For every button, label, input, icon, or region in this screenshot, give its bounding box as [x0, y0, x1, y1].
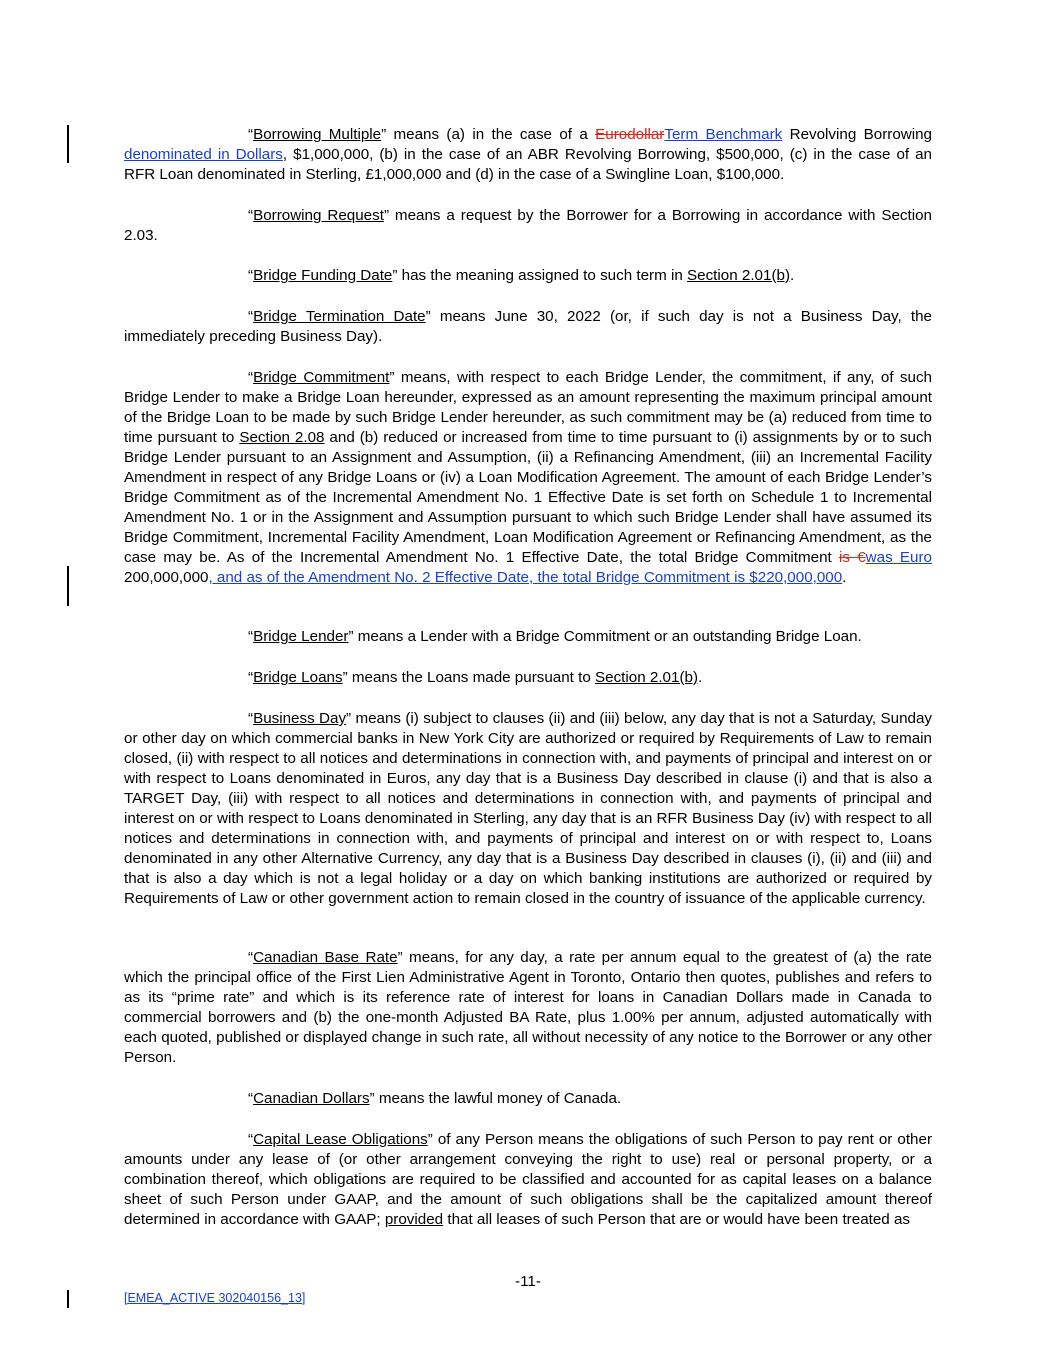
body-text: “	[248, 1090, 254, 1107]
body-text: ” means a request by the Borrower for a Borrowing in accordance with Section 2.03.	[124, 207, 932, 244]
body-text: and (b) reduced or increased from time to time pursuant to (i) assignments by or to such Bridge Lender pursuant to an Assignment and Assumption, (ii) a Refinancing Amendment, (iii) an Incremental Facility Amendment in respect of any Bridge Loans or (iv) a Loan Modification Agreement. The amount of each Bridge Lender’s Bridge Commitment as of the Incremental Amendment No. 1 Effective Date is set forth on Schedule 1 to Incremental Amendment No. 1 or in the Assignment and Assumption pursuant to which such Bridge Lender shall have assumed its Bridge Commitment, Incremental Facility Amendment, Loan Modification Agreement or Refinancing Amendment, as the case may be. As of the Incremental Amendment No. 1 Effective Date, the total Bridge Commitment	[124, 429, 933, 566]
inserted-text: Term Benchmark	[664, 126, 783, 143]
body-text: .	[842, 569, 847, 586]
defined-term: Section 2.01(b)	[687, 267, 791, 284]
body-text: , $1,000,000, (b) in the case of an ABR Revolving Borrowing, $500,000, (c) in the case of an RFR Loan denominated in Sterling, £1,000,000 and (d) in the case of a Swingline Loan, $100,000.	[124, 146, 932, 183]
definition-capital-lease-obligations	[124, 1130, 932, 1230]
change-bar	[67, 125, 69, 163]
inserted-text: denominated in Dollars	[124, 146, 283, 163]
definition-bridge-termination-date	[124, 307, 932, 347]
definition-bridge-commitment	[124, 368, 932, 588]
definition-bridge-loans	[124, 668, 932, 688]
definition-bridge-lender	[124, 627, 932, 647]
body-text: “	[248, 267, 254, 284]
body-text: .	[790, 267, 795, 284]
body-text: ” means the lawful money of Canada.	[369, 1090, 622, 1107]
defined-term: Canadian Dollars	[253, 1090, 370, 1107]
defined-term: Bridge Commitment	[253, 369, 390, 386]
definition-canadian-base-rate	[124, 948, 932, 1068]
defined-term: Borrowing Multiple	[253, 126, 382, 143]
deleted-text: Eurodollar	[595, 126, 665, 143]
defined-term: Canadian Base Rate	[253, 949, 398, 966]
defined-term: Bridge Loans	[253, 669, 343, 686]
body-text: “	[248, 628, 254, 645]
defined-term: Capital Lease Obligations	[253, 1131, 428, 1148]
defined-term: Section 2.08	[239, 429, 325, 446]
defined-term: Business Day	[253, 710, 347, 727]
body-text: “	[248, 710, 254, 727]
body-text: ” of any Person means the obligations of such Person to pay rent or other amounts under any lease of (or other arrangement conveying the right to use) real or personal property, or a combination thereof, which obligations are required to be classified and accounted for as capital leases on a balance sheet of such Person under GAAP, and the amount of such obligations shall be the capitalized amount thereof determined in accordance with GAAP;	[124, 1131, 933, 1228]
body-text: ” means (a) in the case of a	[381, 126, 596, 143]
definition-borrowing-multiple	[124, 125, 932, 185]
body-text: ” means, for any day, a rate per annum equal to the greatest of (a) the rate which the principal office of the First Lien Administrative Agent in Toronto, Ontario then quotes, publishes and refers to as its “prime rate” and which is its reference rate of interest for loans in Canadian Dollars made in Canada to commercial borrowers and (b) the one-month Adjusted BA Rate, plus 1.00% per annum, adjusted automatically with each quoted, published or displayed change in such rate, all without necessity of any notice to the Borrower or any other Person.	[124, 949, 932, 1066]
body-text: ” has the meaning assigned to such term in	[392, 267, 688, 284]
definition-bridge-funding-date	[124, 266, 932, 286]
body-text: ” means a Lender with a Bridge Commitment or an outstanding Bridge Loan.	[348, 628, 862, 645]
definition-canadian-dollars	[124, 1089, 932, 1109]
inserted-text: , and as of the Amendment No. 2 Effective Date, the total Bridge Commitment is $220,000,000	[208, 569, 843, 586]
body-text: “	[248, 949, 254, 966]
body-text: .	[698, 669, 703, 686]
inserted-text: was Euro	[865, 549, 933, 566]
body-text: “	[248, 1131, 254, 1148]
definition-business-day	[124, 709, 932, 909]
deleted-text: is €	[839, 549, 866, 566]
body-text: Revolving Borrowing	[782, 126, 932, 143]
defined-term: Section 2.01(b)	[595, 669, 699, 686]
defined-term: provided	[384, 1211, 444, 1228]
body-text: 200,000,000	[124, 569, 209, 586]
defined-term: Bridge Funding Date	[253, 267, 393, 284]
footer-document-reference[interactable]: [EMEA_ACTIVE 302040156_13]	[124, 1291, 306, 1305]
defined-term: Bridge Termination Date	[253, 308, 426, 325]
body-text: “	[248, 207, 254, 224]
body-text: “	[248, 369, 254, 386]
body-text: “	[248, 308, 254, 325]
change-bar	[67, 566, 69, 606]
body-text: “	[248, 126, 254, 143]
body-text: ” means June 30, 2022 (or, if such day is not a Business Day, the immediately preceding Business Day).	[124, 308, 932, 345]
body-text: ” means the Loans made pursuant to	[342, 669, 596, 686]
defined-term: Bridge Lender	[253, 628, 349, 645]
change-bar	[67, 1290, 69, 1308]
body-text: that all leases of such Person that are or would have been treated as	[443, 1211, 911, 1228]
defined-term: Borrowing Request	[253, 207, 384, 224]
body-text: ” means, with respect to each Bridge Lender, the commitment, if any, of such Bridge Lender to make a Bridge Loan hereunder, expressed as an amount representing the maximum principal amount of the Bridge Loan to be made by such Bridge Lender hereunder, as such commitment may be (a) reduced from time to time pursuant to	[124, 369, 933, 446]
definition-borrowing-request	[124, 206, 932, 246]
body-text: ” means (i) subject to clauses (ii) and (iii) below, any day that is not a Saturday, Sunday or other day on which commercial banks in New York City are authorized or required by Requirements of Law to remain closed, (ii) with respect to all notices and determinations in connection with, and payments of principal and interest on or with respect to Loans denominated in Euros, any day that is a Business Day described in clause (i) and that is also a TARGET Day, (iii) with respect to all notices and determinations in connection with, and payments of principal and interest on or with respect to Loans denominated in Sterling, any day that is an RFR Business Day (iv) with respect to all notices and determinations in connection with, and payments of principal and interest on or with respect to, Loans denominated in any other Alternative Currency, any day that is a Business Day described in clauses (i), (ii) and (iii) and that is also a day which is not a legal holiday or a day on which banking institutions are authorized or required by Requirements of Law or other government action to remain closed in the country of issuance of the applicable currency.	[124, 710, 932, 907]
body-text: “	[248, 669, 254, 686]
page-number: -11-	[515, 1273, 541, 1290]
